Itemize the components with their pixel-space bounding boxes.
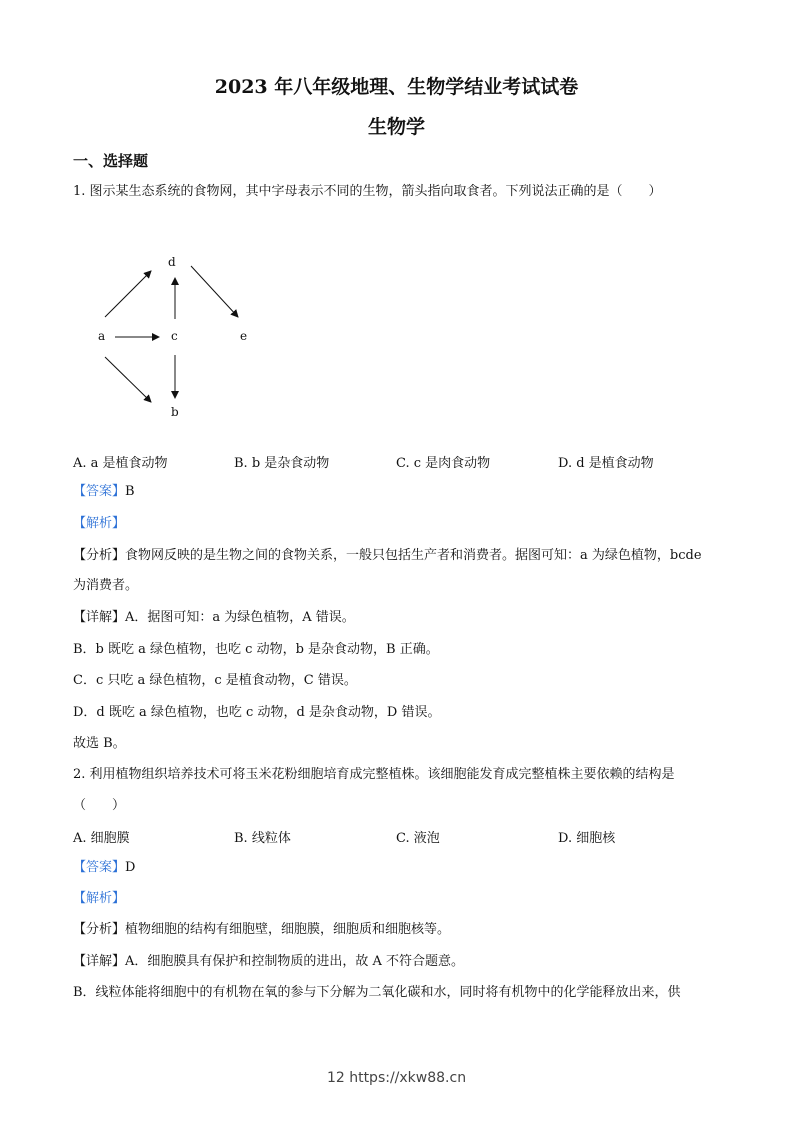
answer-value: B: [125, 484, 135, 499]
q1-conclusion: 故选 B。: [73, 736, 126, 751]
node-c: c: [171, 329, 178, 343]
fenxi-tag: 【分析】: [73, 922, 126, 937]
q1-line-d: D．d 既吃 a 绿色植物，也吃 c 动物，d 是杂食动物，D 错误。: [73, 705, 441, 720]
q2-stem-cont: （ ）: [73, 798, 126, 813]
node-a: a: [98, 329, 106, 343]
section-heading: 一、选择题: [73, 152, 149, 170]
arrow-a-to-b: [105, 357, 151, 402]
q1-option-a: A. a 是植食动物: [73, 456, 168, 471]
q2-fenxi: [73, 920, 450, 940]
arrow-d-to-e: [191, 266, 238, 317]
xiangjie-tag: 【详解】: [73, 954, 126, 969]
q2-option-d: D. 细胞核: [558, 831, 616, 846]
q2-answer: [73, 858, 135, 878]
q2-analysis-tag: 【解析】: [73, 891, 126, 906]
xiangjie-text: A．据图可知：a 为绿色植物，A 错误。: [125, 610, 355, 625]
food-web-diagram: [85, 245, 275, 425]
page-subtitle: 生物学: [367, 116, 425, 138]
q1-option-b: B. b 是杂食动物: [234, 456, 330, 471]
page-footer: 12 https://xkw88.cn: [326, 1070, 467, 1086]
q1-stem: 1. 图示某生态系统的食物网，其中字母表示不同的生物，箭头指向取食者。下列说法正确的是（ ）: [73, 184, 662, 199]
fenxi-text: 食物网反映的是生物之间的食物关系，一般只包括生产者和消费者。据图可知：a 为绿色植物，bcde: [125, 548, 702, 563]
q2-option-a: A. 细胞膜: [73, 831, 130, 846]
q1-option-c: C. c 是肉食动物: [396, 456, 491, 471]
q2-stem: 2. 利用植物组织培养技术可将玉米花粉细胞培育成完整植株。该细胞能发育成完整植株主要依赖的结构是: [73, 767, 675, 782]
answer-tag: 【答案】: [73, 484, 126, 499]
page-title: 2023 年八年级地理、生物学结业考试试卷: [214, 76, 579, 98]
q2-line-b: B．线粒体能将细胞中的有机物在氧的参与下分解为二氧化碳和水，同时将有机物中的化学能释放出来，供: [73, 985, 681, 1000]
arrow-a-to-d: [105, 271, 151, 317]
q1-fenxi: [73, 546, 702, 566]
q1-analysis-tag: 【解析】: [73, 516, 126, 531]
answer-value: D: [125, 860, 136, 875]
answer-tag: 【答案】: [73, 860, 126, 875]
xiangjie-text: A．细胞膜具有保护和控制物质的进出，故 A 不符合题意。: [125, 954, 465, 969]
q1-option-d: D. d 是植食动物: [558, 456, 654, 471]
q2-option-b: B. 线粒体: [234, 831, 291, 846]
xiangjie-tag: 【详解】: [73, 610, 126, 625]
node-b: b: [171, 405, 179, 419]
node-e: e: [240, 329, 248, 343]
q2-xiangjie: [73, 952, 464, 972]
q1-fenxi-cont: 为消费者。: [73, 578, 139, 593]
q1-answer: [73, 482, 135, 502]
q1-line-b: B．b 既吃 a 绿色植物，也吃 c 动物，b 是杂食动物，B 正确。: [73, 642, 439, 657]
q1-xiangjie: [73, 608, 355, 628]
fenxi-tag: 【分析】: [73, 548, 126, 563]
fenxi-text: 植物细胞的结构有细胞壁，细胞膜，细胞质和细胞核等。: [125, 922, 451, 937]
q1-line-c: C．c 只吃 a 绿色植物，c 是植食动物，C 错误。: [73, 673, 357, 688]
q2-option-c: C. 液泡: [396, 831, 440, 846]
node-d: d: [168, 255, 176, 269]
